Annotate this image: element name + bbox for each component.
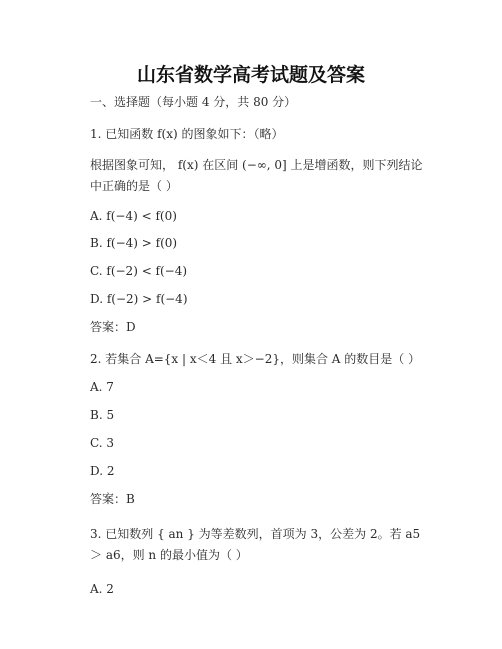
question-2-answer: 答案：B [90,492,135,506]
question-1-stem: 1. 已知函数 f(x) 的图象如下：（略） [90,127,284,141]
section-heading: 一、选择题（每小题 4 分，共 80 分） [90,95,297,109]
question-1-answer: 答案：D [90,320,136,334]
question-1-option-d: D. f(−2) > f(−4) [90,292,188,306]
question-2-option-c: C. 3 [90,436,115,450]
page-title: 山东省数学高考试题及答案 [136,64,365,86]
question-1-body: 根据图象可知， f(x) 在区间 (−∞, 0] 上是增函数，则下列结论中正确的是（ ） [90,158,423,193]
question-1-option-a: A. f(−4) < f(0) [90,209,177,223]
question-1-option-b: B. f(−4) > f(0) [90,236,178,250]
question-2-option-a: A. 7 [90,380,114,394]
question-2-option-b: B. 5 [90,408,115,422]
question-3-stem: 3. 已知数列 { an } 为等差数列，首项为 3，公差为 2。若 a5 ＞ a6，则 n 的最小值为（ ） [90,527,421,562]
question-2-stem: 2. 若集合 A={x | x＜4 且 x＞−2}，则集合 A 的数目是（ ） [90,352,421,366]
question-3-option-a: A. 2 [90,582,114,596]
question-2-option-d: D. 2 [90,464,115,478]
question-1-option-c: C. f(−2) < f(−4) [90,264,188,278]
